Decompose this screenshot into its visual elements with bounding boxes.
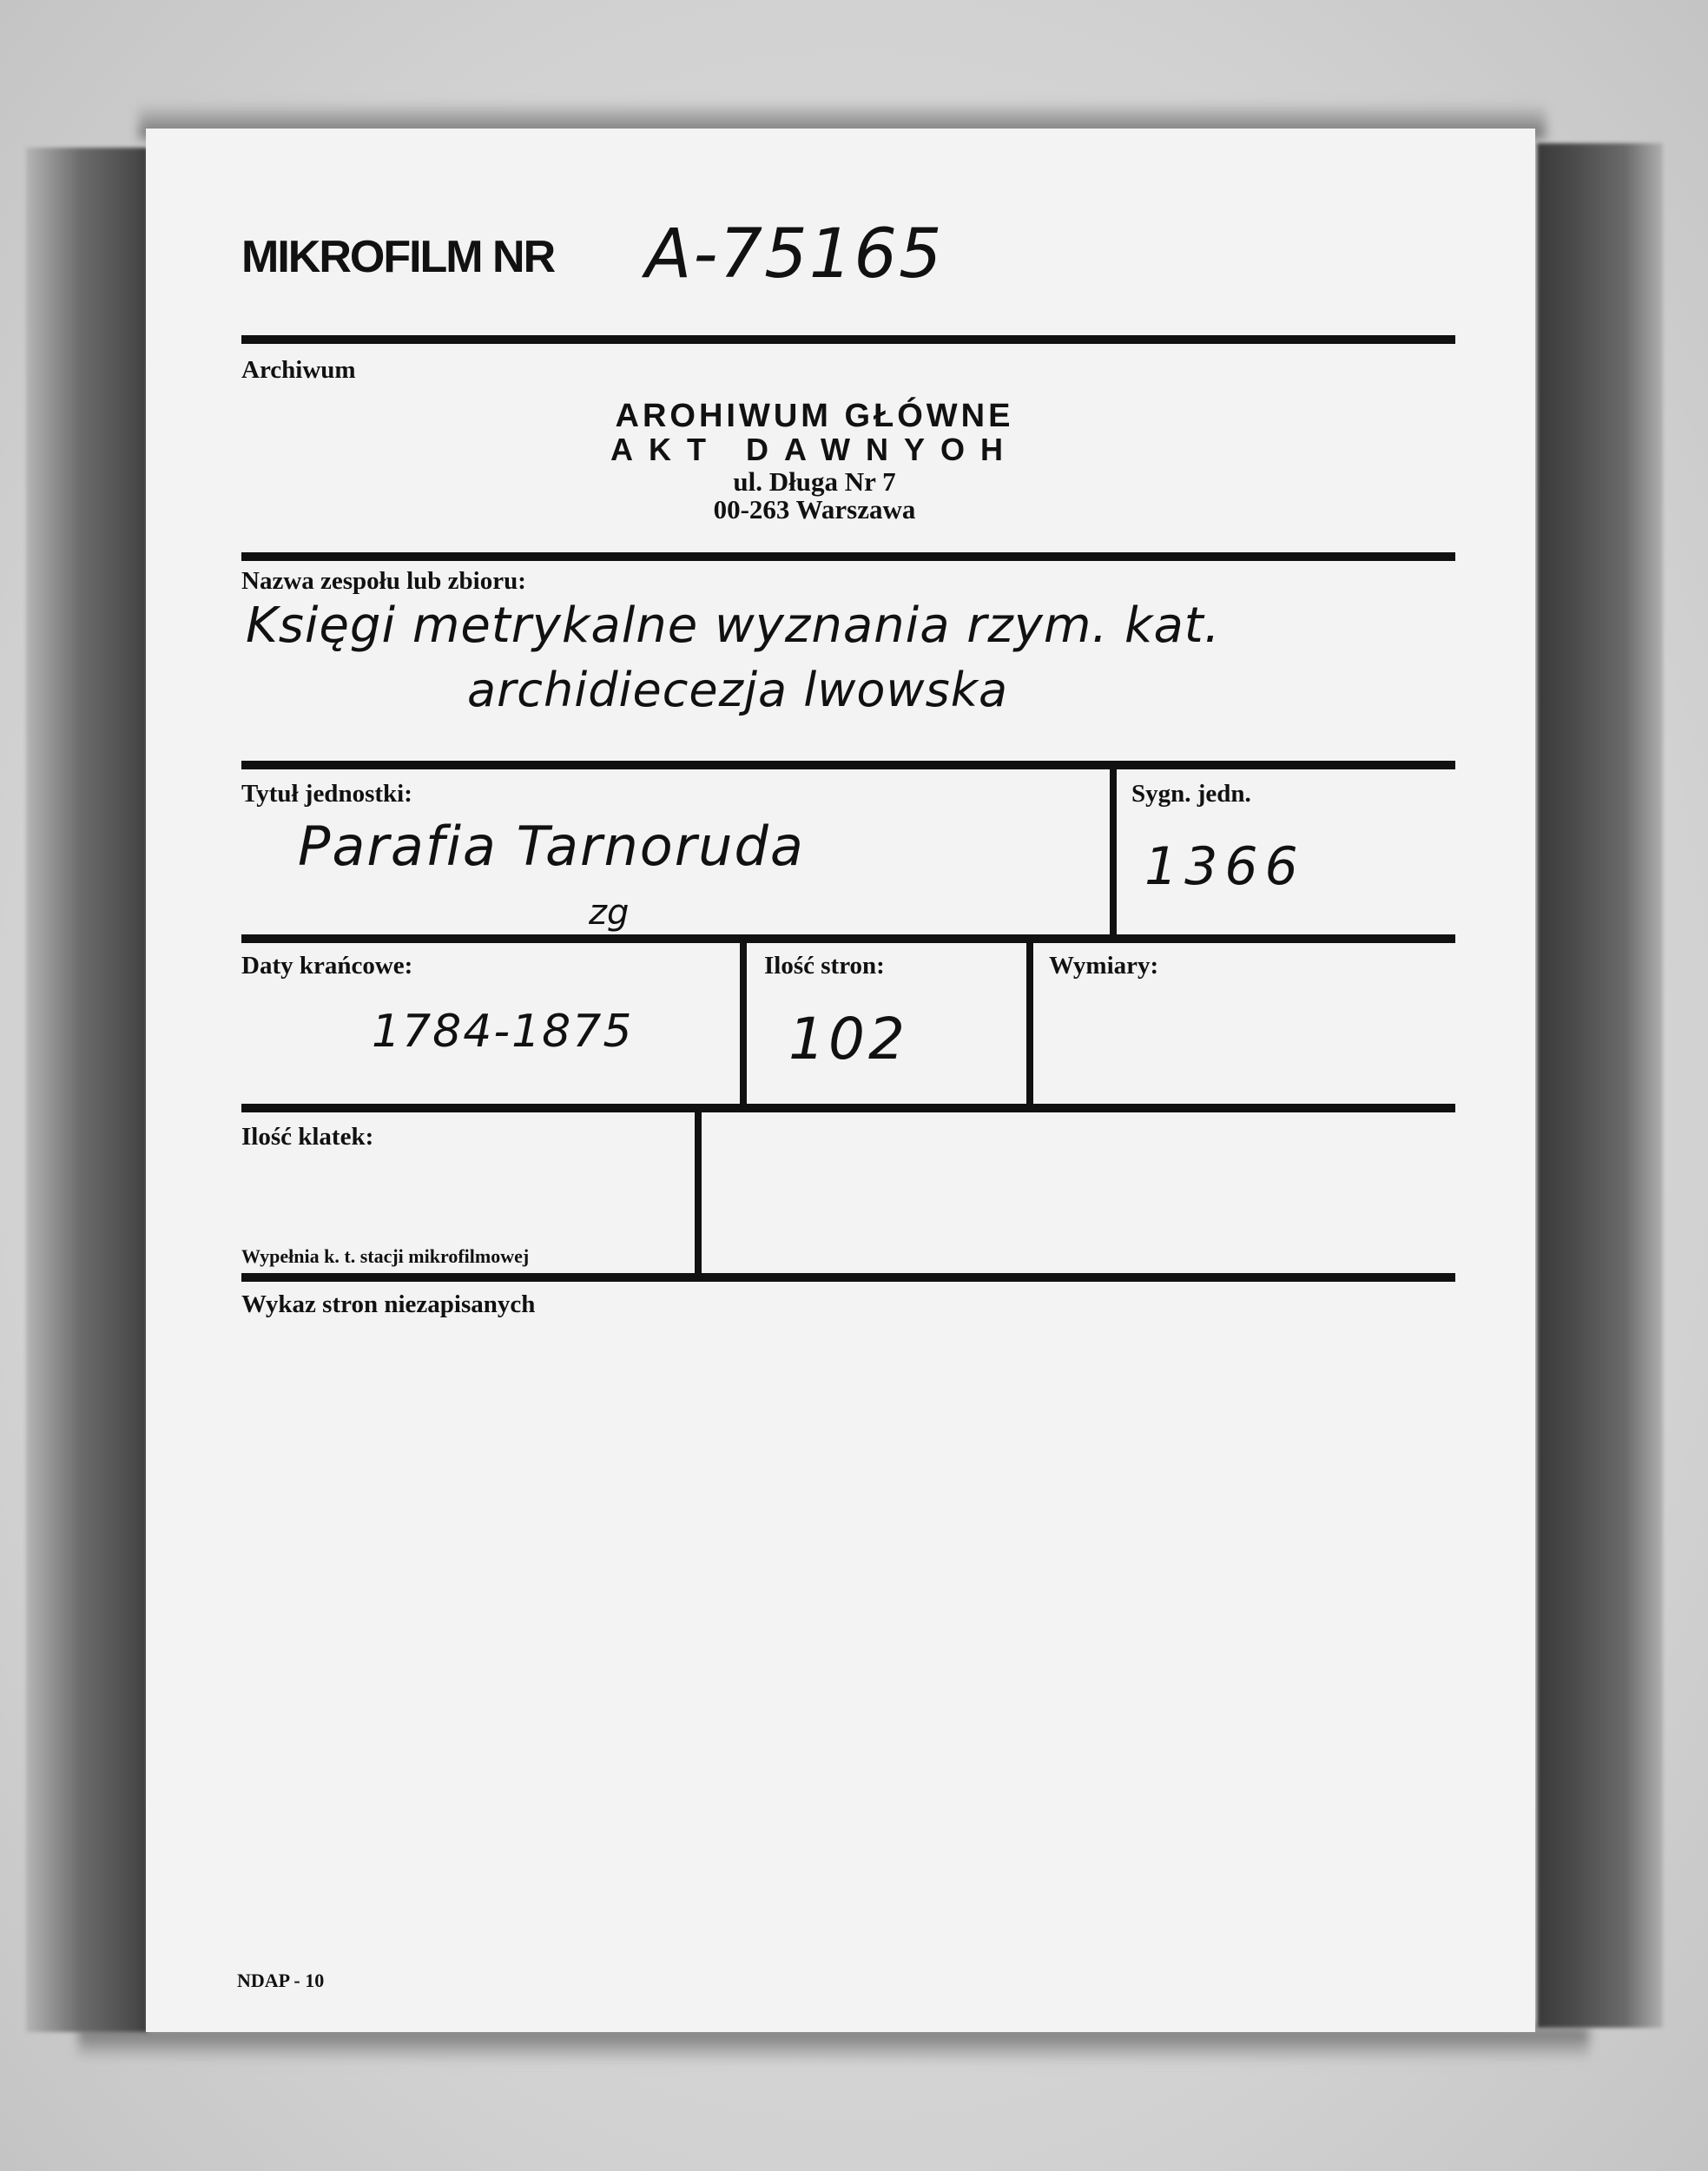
divider-dimensions — [1026, 939, 1033, 1108]
scan-shadow-right — [1537, 143, 1663, 2028]
microfilm-number: A-75165 — [645, 215, 944, 294]
rule-dates — [241, 934, 1455, 943]
form-code: NDAP - 10 — [237, 1970, 325, 1991]
pages-label: Ilość stron: — [764, 952, 885, 980]
unit-title-note: zg — [589, 893, 630, 933]
divider-signature — [1110, 765, 1117, 939]
signature-label: Sygn. jedn. — [1131, 780, 1251, 808]
unit-title-label: Tytuł jednostki: — [241, 780, 412, 808]
signature-value: 1366 — [1144, 836, 1305, 897]
stamp-line-4: 00-263 Warszawa — [713, 494, 916, 525]
frames-label: Ilość klatek: — [241, 1123, 374, 1151]
microfilm-card — [146, 129, 1535, 2032]
scan-shadow-bottom — [78, 2028, 1589, 2062]
stamp-line-1: AROHIWUM GŁÓWNE — [615, 398, 1014, 434]
archive-label: Archiwum — [241, 356, 356, 384]
pages-value: 102 — [788, 1006, 908, 1072]
stamp-line-2: AKT DAWNYOH — [610, 432, 1019, 467]
dates-label: Daty krańcowe: — [241, 952, 413, 980]
collection-value-line-2: archidiecezja lwowska — [467, 663, 1009, 717]
unit-title-value: Parafia Tarnoruda — [298, 815, 805, 878]
rule-collection — [241, 552, 1455, 561]
scan-shadow-left — [26, 148, 148, 2032]
collection-label: Nazwa zespołu lub zbioru: — [241, 567, 526, 595]
filled-by-label: Wypełnia k. t. stacji mikrofilmowej — [241, 1245, 530, 1267]
dimensions-label: Wymiary: — [1049, 952, 1159, 980]
rule-unit — [241, 761, 1455, 769]
blank-pages-label: Wykaz stron niezapisanych — [241, 1290, 536, 1318]
stamp-line-3: ul. Długa Nr 7 — [733, 466, 896, 497]
form-title: MIKROFILM NR — [241, 232, 555, 282]
rule-blank-pages — [241, 1273, 1455, 1282]
divider-frames — [695, 1108, 702, 1277]
rule-top — [241, 335, 1455, 344]
dates-value: 1784-1875 — [372, 1006, 634, 1058]
collection-value-line-1: Księgi metrykalne wyznania rzym. kat. — [246, 597, 1221, 654]
archive-stamp — [571, 398, 1058, 525]
divider-pages — [740, 939, 747, 1108]
rule-frames — [241, 1104, 1455, 1112]
